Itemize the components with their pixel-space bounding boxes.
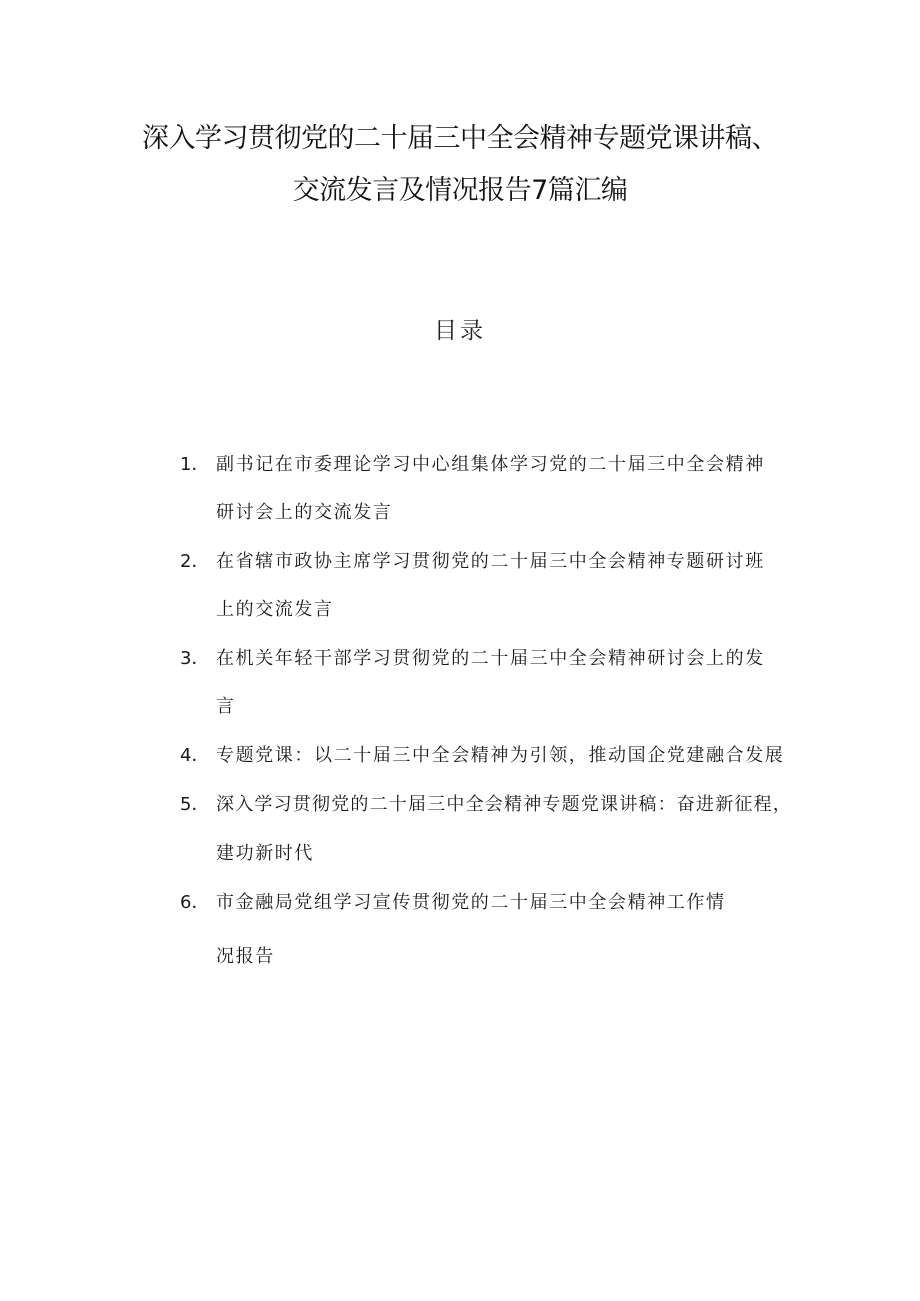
- toc-item-2-number: 2．: [180, 551, 210, 572]
- toc-item-4-text: 专题党课：以二十届三中全会精神为引领，推动国企党建融合发展: [216, 745, 785, 766]
- toc-item-6-continuation: 况报告: [216, 946, 275, 967]
- toc-item-5-continuation: 建功新时代: [216, 843, 314, 864]
- toc-item-2-text: 在省辖市政协主席学习贯彻党的二十届三中全会精神专题研讨班: [216, 551, 765, 572]
- toc-item-6-number: 6．: [180, 892, 210, 913]
- toc-item-6-text: 市金融局党组学习宣传贯彻党的二十届三中全会精神工作情: [216, 892, 726, 913]
- toc-item-2-continuation: 上的交流发言: [216, 599, 334, 620]
- toc-item-3-text: 在机关年轻干部学习贯彻党的二十届三中全会精神研讨会上的发: [216, 648, 765, 669]
- toc-item-1-text: 副书记在市委理论学习中心组集体学习党的二十届三中全会精神: [216, 454, 765, 475]
- toc-item-5-number: 5．: [180, 794, 210, 815]
- toc-item-3-number: 3．: [180, 648, 210, 669]
- toc-item-1-continuation: 研讨会上的交流发言: [216, 502, 393, 523]
- document-title-line-2: 交流发言及情况报告7篇汇编: [292, 175, 628, 206]
- document-title-line-1: 深入学习贯彻党的二十届三中全会精神专题党课讲稿、: [142, 123, 778, 154]
- toc-item-5-text: 深入学习贯彻党的二十届三中全会精神专题党课讲稿：奋进新征程，: [216, 794, 792, 815]
- toc-item-4-number: 4．: [180, 745, 210, 766]
- toc-item-1-number: 1．: [180, 454, 210, 475]
- toc-heading: 目录: [434, 318, 486, 344]
- toc-item-3-continuation: 言: [216, 696, 236, 717]
